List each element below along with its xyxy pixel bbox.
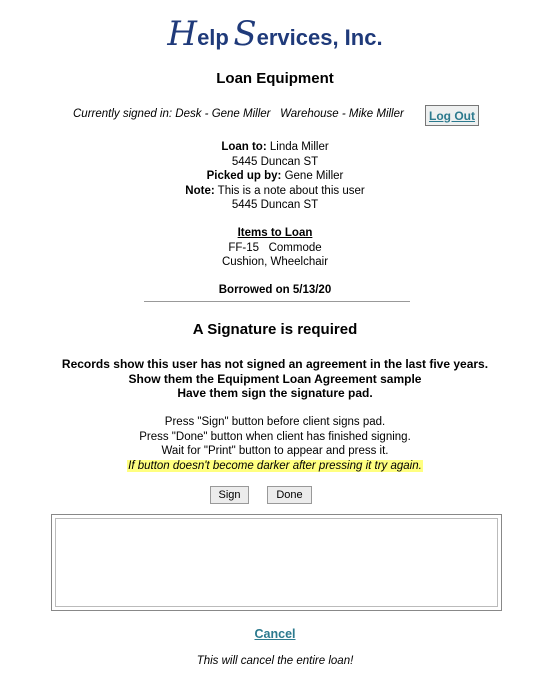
instructions bbox=[0, 415, 550, 473]
picked-up-value: Gene Miller bbox=[284, 170, 344, 182]
records-line-1: Records show this user has not signed an agreement in the last five years. bbox=[61, 357, 489, 371]
note-address: 5445 Duncan ST bbox=[231, 199, 319, 211]
signature-pad[interactable] bbox=[51, 514, 502, 611]
note-value: This is a note about this user bbox=[217, 184, 365, 197]
page-title: Loan Equipment bbox=[216, 70, 334, 87]
logo-letter-s: S bbox=[233, 14, 257, 54]
logo-text-elp: elp bbox=[197, 25, 229, 50]
records-line-2: Show them the Equipment Loan Agreement sample bbox=[128, 371, 422, 386]
instruction-2: Press "Done" button when client has finished signing. bbox=[139, 430, 411, 443]
instruction-1: Press "Sign" button before client signs pad. bbox=[164, 416, 386, 428]
company-logo bbox=[0, 14, 550, 54]
items-heading: Items to Loan bbox=[237, 227, 313, 239]
loan-to-line bbox=[0, 140, 550, 155]
highlight-note: If button doesn't become darker after pressing it try again. bbox=[128, 459, 422, 472]
highlight-note-row bbox=[0, 459, 550, 474]
note-label: Note: bbox=[185, 184, 215, 197]
item-line-1: FF-15 Commode bbox=[228, 241, 322, 254]
records-line-3: Have them sign the signature pad. bbox=[177, 386, 373, 400]
borrowed-date: Borrowed on 5/13/20 bbox=[218, 284, 332, 296]
loan-address: 5445 Duncan ST bbox=[231, 155, 319, 168]
signed-in-text: Currently signed in: Desk - Gene Miller Warehouse - Mike Miller bbox=[73, 108, 404, 120]
cancel-link[interactable]: Cancel bbox=[254, 627, 296, 641]
loan-to-value: Linda Miller bbox=[269, 141, 329, 153]
signature-heading: A Signature is required bbox=[192, 321, 358, 338]
logo-letter-h: H bbox=[167, 14, 198, 54]
cancel-row bbox=[0, 625, 550, 643]
item-line-2: Cushion, Wheelchair bbox=[221, 256, 329, 268]
logout-button[interactable]: Log Out bbox=[425, 105, 479, 126]
divider bbox=[144, 301, 410, 302]
cancel-note: This will cancel the entire loan! bbox=[196, 655, 354, 667]
items-to-loan bbox=[0, 226, 550, 270]
instruction-3: Wait for "Print" button to appear and press it. bbox=[161, 445, 389, 457]
picked-up-line bbox=[0, 169, 550, 184]
loan-to-label: Loan to: bbox=[221, 141, 267, 153]
records-message bbox=[0, 357, 550, 401]
signature-pad-inner[interactable] bbox=[55, 518, 498, 607]
note-line bbox=[0, 184, 550, 199]
logo-text-rest: ervices, Inc. bbox=[256, 25, 383, 50]
picked-up-label: Picked up by: bbox=[206, 170, 282, 182]
loan-details bbox=[0, 140, 550, 213]
signed-in-row bbox=[0, 105, 550, 127]
sign-button[interactable]: Sign bbox=[210, 486, 249, 504]
done-button[interactable]: Done bbox=[267, 486, 312, 504]
